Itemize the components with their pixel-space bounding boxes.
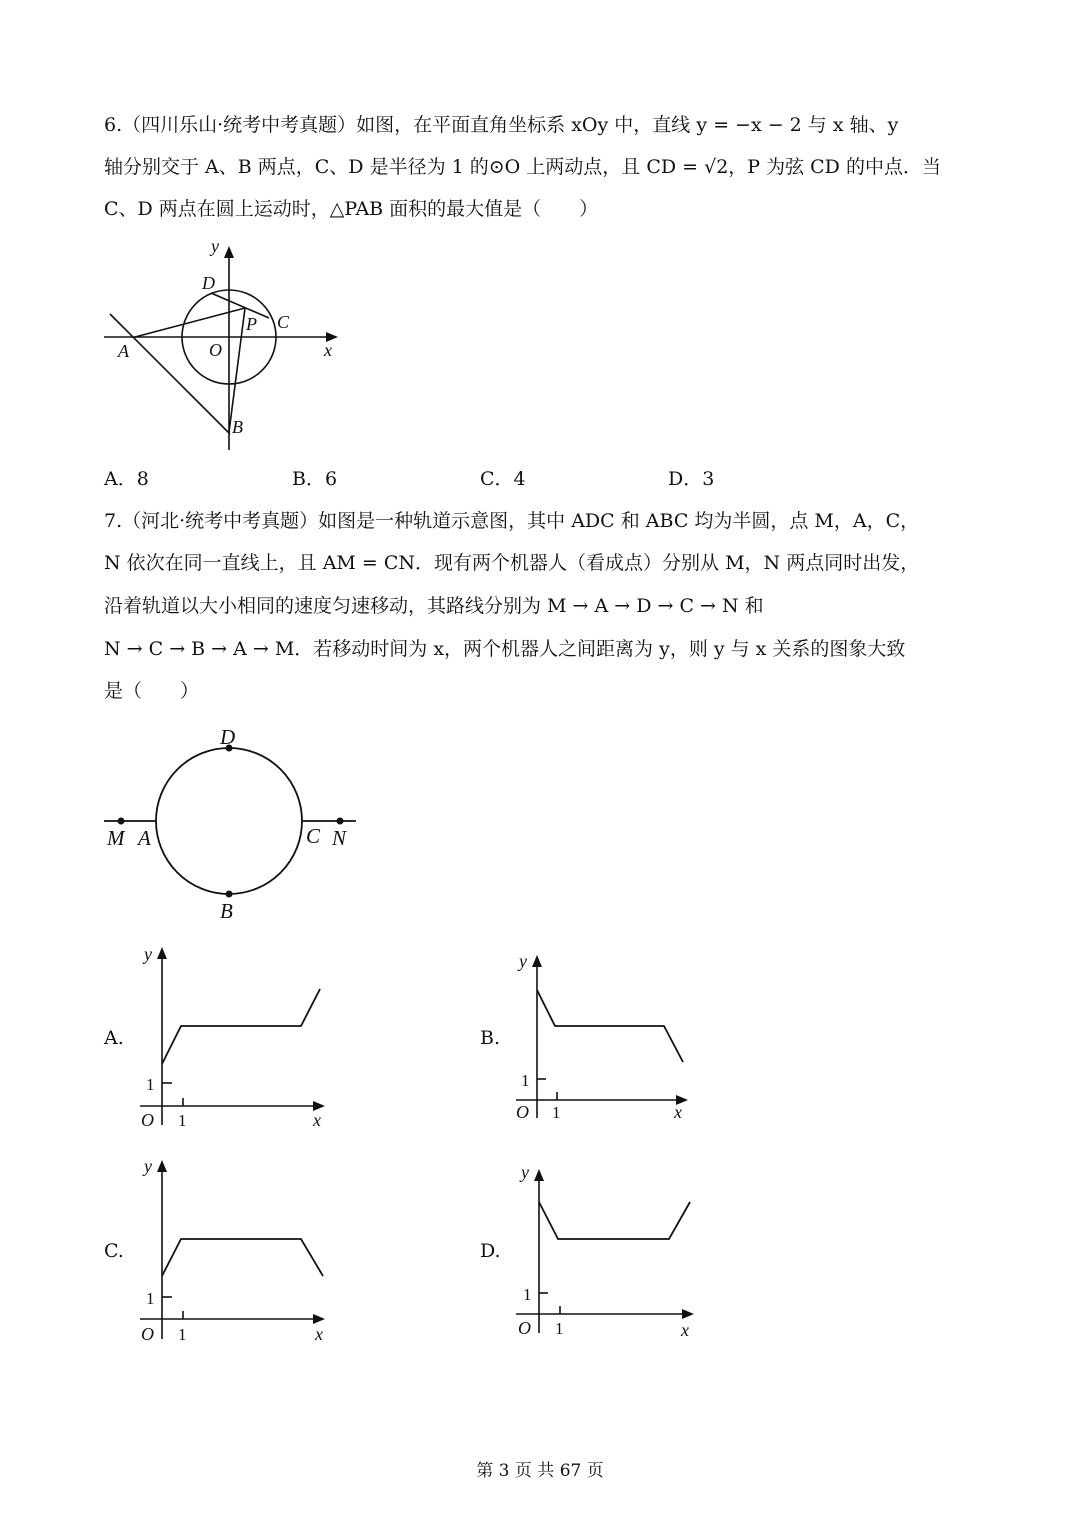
q6-label-p: P xyxy=(246,314,257,334)
svg-text:1: 1 xyxy=(555,1319,564,1338)
q7-line-2: N 依次在同一直线上，且 AM = CN．现有两个机器人（看成点）分别从 M，N 两点同时出发， xyxy=(104,552,920,574)
svg-text:1: 1 xyxy=(178,1111,187,1130)
q7-point-b xyxy=(226,891,233,898)
q6-label-c: C xyxy=(277,312,290,332)
svg-text:y: y xyxy=(144,944,152,964)
q7-label-c: C xyxy=(306,824,321,848)
q7-option-d-curve xyxy=(539,1202,690,1239)
svg-text:1: 1 xyxy=(146,1075,155,1094)
svg-text:1: 1 xyxy=(521,1071,530,1090)
q7-label-a: A xyxy=(138,826,151,850)
svg-text:x: x xyxy=(681,1320,689,1340)
svg-text:y: y xyxy=(521,1162,529,1182)
q6-label-o: O xyxy=(209,340,222,360)
q7-label-d: D xyxy=(220,725,236,749)
q7-track-circle xyxy=(156,748,302,894)
q6-option-d[interactable]: D．3 xyxy=(668,468,715,490)
q7-option-d-graph[interactable] xyxy=(510,1157,705,1342)
q7-line-5: 是（ ） xyxy=(104,680,200,702)
q7-label-b: B xyxy=(220,899,233,923)
q7-label-n: N xyxy=(332,826,347,850)
q7-point-n xyxy=(337,818,344,825)
svg-text:O: O xyxy=(141,1110,154,1130)
q6-label-a: A xyxy=(118,341,129,361)
svg-text:O: O xyxy=(141,1324,154,1344)
svg-text:1: 1 xyxy=(552,1103,561,1122)
q6-line-3: C、D 两点在圆上运动时，△PAB 面积的最大值是（ ） xyxy=(104,198,599,220)
page-footer: 第 3 页 共 67 页 xyxy=(476,1461,604,1481)
q6-option-a[interactable]: A．8 xyxy=(104,468,149,490)
q6-label-y: y xyxy=(211,236,219,256)
q6-label-b: B xyxy=(232,417,243,437)
q7-option-a-curve xyxy=(162,989,320,1064)
svg-text:1: 1 xyxy=(178,1325,187,1344)
svg-text:y: y xyxy=(519,951,527,971)
q7-option-b-graph[interactable] xyxy=(510,945,700,1125)
q7-line-1: 7.（河北·统考中考真题）如图是一种轨道示意图，其中 ADC 和 ABC 均为半圆，点 M，A，C， xyxy=(104,510,920,532)
q7-option-b-label[interactable]: B. xyxy=(480,1027,501,1049)
q6-label-x: x xyxy=(324,340,332,360)
q7-option-d-label[interactable]: D. xyxy=(480,1240,501,1262)
q6-label-d: D xyxy=(202,273,215,293)
q7-point-m xyxy=(118,818,125,825)
q6-line-1: 6.（四川乐山·统考中考真题）如图，在平面直角坐标系 xOy 中，直线 y = −x − 2 与 x 轴、y xyxy=(104,114,899,136)
q7-option-a-label[interactable]: A. xyxy=(104,1027,124,1049)
svg-text:1: 1 xyxy=(523,1285,532,1304)
q7-option-b-curve xyxy=(537,990,683,1062)
q6-line-2: 轴分别交于 A、B 两点，C、D 是半径为 1 的⊙O 上两动点，且 CD = √2，P 为弦 CD 的中点．当 xyxy=(104,156,941,178)
q7-line-4: N → C → B → A → M．若移动时间为 x，两个机器人之间距离为 y，则 y 与 x 关系的图象大致 xyxy=(104,638,906,660)
svg-text:y: y xyxy=(144,1156,152,1176)
svg-text:O: O xyxy=(518,1318,531,1338)
svg-text:O: O xyxy=(516,1102,529,1122)
q6-option-c[interactable]: C．4 xyxy=(480,468,526,490)
svg-text:x: x xyxy=(315,1324,323,1344)
q7-label-m: M xyxy=(107,826,125,850)
q7-option-c-label[interactable]: C. xyxy=(104,1240,124,1262)
svg-text:1: 1 xyxy=(146,1289,155,1308)
q7-track-figure xyxy=(100,720,370,925)
q7-line-3: 沿着轨道以大小相同的速度匀速移动，其路线分别为 M → A → D → C → N 和 xyxy=(104,595,764,617)
svg-text:x: x xyxy=(313,1110,321,1130)
q7-option-a-graph[interactable] xyxy=(135,940,335,1130)
svg-text:x: x xyxy=(674,1102,682,1122)
q6-segment-bp xyxy=(229,308,245,432)
q7-option-c-curve xyxy=(162,1239,323,1276)
q7-option-c-graph[interactable] xyxy=(135,1152,335,1342)
q6-line-ab xyxy=(110,314,230,434)
q6-option-b[interactable]: B．6 xyxy=(292,468,338,490)
q6-figure xyxy=(100,235,350,455)
